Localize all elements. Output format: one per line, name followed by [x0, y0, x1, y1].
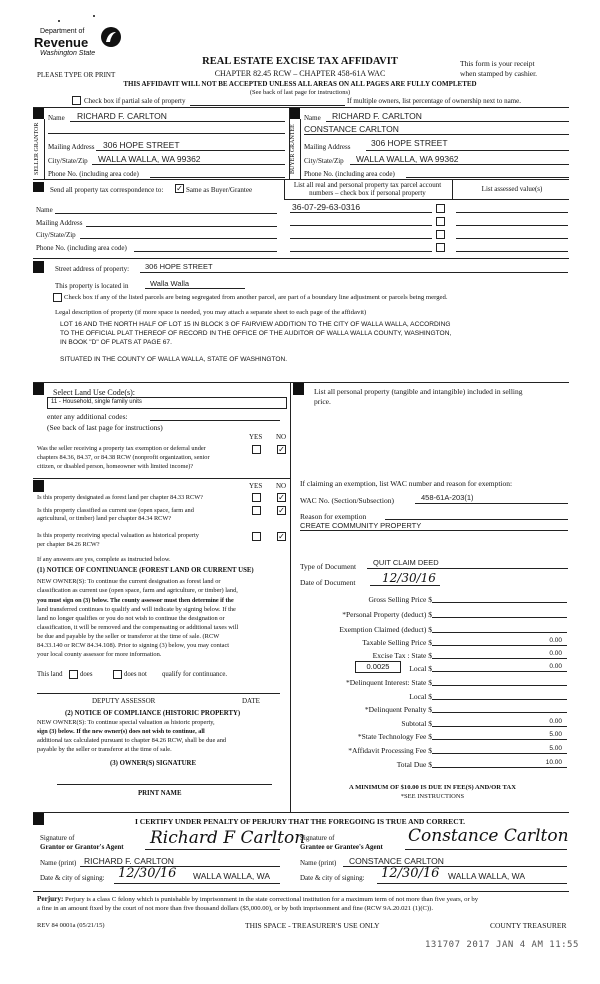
deputy-assessor-label: DEPUTY ASSESSOR — [92, 697, 156, 705]
logo-line2: Revenue — [34, 35, 89, 50]
personal-property-1: List all personal property (tangible and intangible) included in selling — [314, 387, 523, 396]
grantee-city[interactable]: WALLA WALLA, WA — [448, 871, 525, 881]
land-does-checkbox[interactable] — [69, 670, 78, 679]
notice1-l5: land no longer qualifies or you do not wish to continue the designation or — [37, 615, 225, 622]
parcel-1-checkbox[interactable] — [436, 204, 445, 213]
buyer-name-field[interactable]: RICHARD F. CARLTON — [332, 111, 422, 121]
personal-property-2: price. — [314, 397, 331, 406]
forest-q2-yes[interactable] — [252, 506, 261, 515]
grantor-city[interactable]: WALLA WALLA, WA — [193, 871, 270, 881]
land-does-not-checkbox[interactable] — [113, 670, 122, 679]
notice2-title: (2) NOTICE OF COMPLIANCE (HISTORIC PROPERTY) — [65, 710, 241, 717]
reason-label: Reason for exemption — [300, 512, 367, 521]
seller-phone-label: Phone No. (including area code) — [48, 170, 139, 178]
notice1-l6: classification, it will be removed and the compensating or additional taxes will — [37, 624, 239, 631]
notice1-title: (1) NOTICE OF CONTINUANCE (FOREST LAND OR CURRENT USE) — [37, 567, 254, 574]
corr-name-label: Name — [36, 206, 53, 214]
grantee-sig-label-2: Grantee or Grantee's Agent — [300, 843, 383, 851]
please-type: PLEASE TYPE OR PRINT — [37, 71, 116, 79]
notice2-l1: NEW OWNER(S): To continue special valuation as historic property, — [37, 719, 215, 726]
same-as-buyer-checkbox[interactable]: ✓ — [176, 184, 183, 193]
local-value[interactable]: 0.00 — [549, 663, 562, 670]
buyer-city-field[interactable]: WALLA WALLA, WA 99362 — [356, 154, 459, 164]
forest-q2-1: Is this property classified as current use (open space, farm and — [37, 507, 194, 514]
forest-q1: Is this property designated as forest land per chapter 84.33 RCW? — [37, 494, 203, 501]
parcels-header-2: numbers – check box if personal property — [309, 189, 426, 197]
taxable-value[interactable]: 0.00 — [549, 637, 562, 644]
subtotal-value[interactable]: 0.00 — [549, 718, 562, 725]
segregated-checkbox[interactable] — [53, 293, 62, 302]
buyer-city-label: City/State/Zip — [304, 157, 344, 165]
legal-line-4[interactable]: SITUATED IN THE COUNTY OF WALLA WALLA, STATE OF WASHINGTON. — [60, 356, 288, 363]
located-label: This property is located in — [55, 282, 129, 290]
forest-q2-no[interactable]: ✓ — [278, 506, 285, 515]
receipt-note-2: when stamped by cashier. — [460, 69, 538, 78]
form-subtitle: CHAPTER 82.45 RCW – CHAPTER 458-61A WAC — [214, 69, 386, 78]
perjury-line-2: a fine in an amount fixed by the court of not more than five thousand dollars ($5,000.00), or by both imprisonment and fine (RCW 9A.20.021 (1)(C)). — [37, 905, 433, 912]
buyer-name2-field[interactable]: CONSTANCE CARLTON — [304, 124, 399, 134]
notice2-l3: additional tax calculated pursuant to chapter 84.26 RCW, shall be due and — [37, 737, 227, 744]
see-back-instructions: (See back of last page for instructions) — [249, 89, 351, 96]
notice2-l4: payable by the seller or transferor at the time of sale. — [37, 746, 172, 753]
corr-phone-label: Phone No. (including area code) — [36, 244, 127, 252]
seller-name-label: Name — [48, 114, 65, 122]
subtotal-label: Subtotal $ — [401, 719, 432, 728]
doc-type-field[interactable]: QUIT CLAIM DEED — [373, 558, 439, 567]
delinq-int-label: *Delinquent Interest: State $ — [345, 678, 432, 687]
land-does-not-label: does not — [124, 671, 147, 678]
parcel-1-field[interactable]: 36-07-29-63-0316 — [292, 202, 361, 212]
wac-field[interactable]: 458-61A-203(1) — [421, 493, 474, 502]
delinq-local-label: Local $ — [409, 692, 432, 701]
logo-line3: Washington State — [40, 50, 96, 57]
total-due-value[interactable]: 10.00 — [545, 759, 562, 766]
dot-mark — [58, 20, 60, 22]
grantor-sig-label-1: Signature of — [40, 834, 75, 842]
section-marker-8 — [33, 813, 44, 825]
no-header-1: NO — [276, 433, 287, 441]
receipt-note-1: This form is your receipt — [460, 59, 535, 68]
buyer-address-field[interactable]: 306 HOPE STREET — [371, 138, 448, 148]
minimum-due-note: A MINIMUM OF $10.00 IS DUE IN FEE(S) AND/OR TAX — [349, 784, 516, 791]
total-due-label: Total Due $ — [396, 760, 432, 769]
treasurer-only: THIS SPACE - TREASURER'S USE ONLY — [245, 921, 380, 930]
perjury-line-1 — [37, 895, 572, 903]
forest-q3-yes[interactable] — [252, 532, 261, 541]
seller-city-label: City/State/Zip — [48, 157, 88, 165]
wac-label: WAC No. (Section/Subsection) — [300, 496, 394, 505]
street-label: Street address of property: — [55, 265, 130, 273]
form-warning: THIS AFFIDAVIT WILL NOT BE ACCEPTED UNLESS ALL AREAS ON ALL PAGES ARE FULLY COMPLETED — [123, 80, 477, 88]
forest-q3-2: per chapter 84.26 RCW? — [37, 541, 100, 548]
multiple-owners-note: If multiple owners, list percentage of ownership next to name. — [347, 97, 521, 105]
forest-q2-2: agricultural, or timber) land per chapter 84.34 RCW? — [37, 515, 172, 522]
owner-signature-label: (3) OWNER(S) SIGNATURE — [110, 760, 196, 767]
logo-line1: Department of — [40, 28, 85, 35]
treasurer-stamp: 131707 2017 JAN 4 AM 11:55 — [425, 940, 579, 950]
grantee-sig-label-1: Signature of — [300, 834, 335, 842]
parcel-4-checkbox[interactable] — [436, 243, 445, 252]
grantor-sig-label-2: Grantor or Grantor's Agent — [40, 843, 124, 851]
forest-q3-no[interactable]: ✓ — [278, 532, 285, 541]
grantor-name-field[interactable]: RICHARD F. CARLTON — [84, 856, 174, 866]
yes-header-2: YES — [249, 482, 263, 490]
notice1-l1: NEW OWNER(S): To continue the current designation as forest land or — [37, 578, 221, 585]
buyer-phone-label: Phone No. (including area code) — [304, 170, 395, 178]
tech-fee-label: *State Technology Fee $ — [357, 732, 432, 741]
gross-label: Gross Selling Price $ — [368, 595, 432, 604]
legal-line-2[interactable]: TO THE OFFICIAL PLAT THEREOF OF RECORD IN THE OFFICE OF THE AUDITOR OF WALLA WALLA COUNTY, WASHINGTON, — [60, 330, 452, 337]
land-use-select[interactable] — [47, 397, 287, 409]
section-marker-2 — [289, 108, 300, 119]
section-marker-1 — [33, 108, 44, 119]
street-field[interactable]: 306 HOPE STREET — [145, 262, 213, 271]
notice1-l9: your local county assessor for more information. — [37, 651, 162, 658]
exemption-label: If claiming an exemption, list WAC number and reason for exemption: — [300, 479, 513, 488]
tech-fee-value[interactable]: 5.00 — [549, 731, 562, 738]
affidavit-fee-value[interactable]: 5.00 — [549, 745, 562, 752]
land-use-label: Select Land Use Code(s): — [53, 388, 135, 397]
section-marker-3 — [33, 182, 44, 192]
reason-field[interactable]: CREATE COMMUNITY PROPERTY — [300, 521, 422, 530]
perjury-bold: Perjury: — [37, 895, 64, 903]
grantee-date-label: Date & city of signing: — [300, 874, 365, 882]
yes-header-1: YES — [249, 433, 263, 441]
forest-q3-1: Is this property receiving special valuation as historical property — [37, 532, 199, 539]
land-use-selected: 11 - Household, single family units — [51, 399, 142, 405]
assessed-header: List assessed value(s) — [481, 185, 543, 193]
seller-address-label: Mailing Address — [48, 143, 95, 151]
deputy-date-label: DATE — [242, 697, 260, 705]
partial-sale-checkbox[interactable] — [72, 96, 81, 105]
buyer-name-label: Name — [304, 114, 321, 122]
land-use-see-back: (See back of last page for instructions) — [47, 423, 163, 432]
notice1-l3: you must sign on (3) below. The county assessor must then determine if the — [37, 597, 234, 604]
q-exemption-3: citizen, or disabled person, homeowner with limited income)? — [37, 463, 194, 470]
parcel-3-checkbox[interactable] — [436, 230, 445, 239]
legal-line-3[interactable]: IN BOOK "D" OF PLATS AT PAGE 67. — [60, 339, 172, 346]
notice1-l2: classification as current use (open space, farm and agriculture, or timber) land, — [37, 587, 238, 594]
seller-name-field[interactable]: RICHARD F. CARLTON — [77, 111, 167, 121]
local-rate-box[interactable]: 0.0025 — [355, 661, 401, 673]
grantor-date[interactable]: 12/30/16 — [118, 866, 177, 881]
land-does-label: does — [80, 671, 93, 678]
exemption-claimed-label: Exemption Claimed (deduct) $ — [339, 625, 432, 634]
legal-label: Legal description of property (if more space is needed, you may attach a separate sheet to each page of the affidavit) — [55, 309, 367, 316]
logo — [34, 24, 129, 64]
corr-address-label: Mailing Address — [36, 219, 83, 227]
forest-q1-yes[interactable] — [252, 493, 261, 502]
segregated-label: Check box if any of the listed parcels are being segregated from another parcel, are part of a boundary line adjustment or parcels being merged. — [64, 294, 448, 301]
grantee-name-label: Name (print) — [300, 859, 337, 867]
parcel-2-checkbox[interactable] — [436, 217, 445, 226]
grantee-name-field[interactable]: CONSTANCE CARLTON — [349, 856, 444, 866]
q-exemption-2: chapters 84.36, 84.37, or 84.38 RCW (nonprofit organization, senior — [37, 454, 210, 461]
personal-label: *Personal Property (deduct) $ — [342, 610, 432, 619]
grantor-date-label: Date & city of signing: — [40, 874, 105, 882]
located-field[interactable]: Walla Walla — [150, 279, 190, 288]
notice2-l2: sign (3) below. If the new owner(s) does not wish to continue, all — [37, 728, 205, 735]
section-marker-7 — [33, 480, 44, 492]
buyer-address-label: Mailing Address — [304, 143, 351, 151]
doc-date-label: Date of Document — [300, 578, 356, 587]
county-treasurer: COUNTY TREASURER — [490, 921, 567, 930]
print-name-label: PRINT NAME — [138, 790, 182, 797]
dot-mark-2 — [93, 15, 95, 17]
affidavit-fee-label: *Affidavit Processing Fee $ — [348, 746, 432, 755]
seller-address-field[interactable]: 306 HOPE STREET — [103, 140, 180, 150]
notice1-l4: land transferred continues to qualify and will indicate by signing below. If the — [37, 606, 236, 613]
rev-number: REV 84 0001a (05/21/15) — [37, 922, 105, 929]
corr-city-label: City/State/Zip — [36, 231, 76, 239]
certify-statement: I CERTIFY UNDER PENALTY OF PERJURY THAT THE FOREGOING IS TRUE AND CORRECT. — [135, 817, 466, 826]
section-marker-6 — [293, 383, 304, 395]
doc-type-label: Type of Document — [300, 562, 357, 571]
if-yes-note: If any answers are yes, complete as instructed below. — [37, 556, 171, 563]
taxable-label: Taxable Selling Price $ — [362, 638, 432, 647]
correspondence-label: Send all property tax correspondence to: — [50, 186, 164, 194]
notice1-l8: 84.33.140 or RCW 84.34.108). Prior to signing (3) below, you may contact — [37, 642, 230, 649]
grantee-signature[interactable]: Constance Carlton — [408, 826, 569, 846]
parcels-header-1: List all real and personal property tax parcel account — [293, 181, 442, 189]
same-as-buyer-label: Same as Buyer/Grantee — [186, 186, 253, 194]
delinq-pen-label: *Delinquent Penalty $ — [364, 705, 432, 714]
see-instructions-note: *SEE INSTRUCTIONS — [400, 793, 465, 800]
perjury-text-1: Perjury is a class C felony which is punishable by imprisonment in the state correctional institution for a maximum term of not more than five years, or by — [63, 896, 479, 903]
notice1-l7: be due and payable by the seller or transferor at the time of sale. (RCW — [37, 633, 220, 640]
partial-sale-label: Check box if partial sale of property — [84, 97, 186, 105]
grantor-signature[interactable]: Richard F Carlton — [150, 828, 306, 848]
seller-side-label: SELLER GRANTOR — [34, 122, 40, 176]
q-exemption-1: Was the seller receiving a property tax exemption or deferral under — [37, 445, 206, 452]
section-marker-4 — [33, 261, 44, 273]
no-header-2: NO — [276, 482, 287, 490]
excise-state-label: Excise Tax : State $ — [372, 651, 432, 660]
exemption-no-checkbox[interactable]: ✓ — [278, 445, 285, 454]
legal-line-1[interactable]: LOT 16 AND THE NORTH HALF OF LOT 15 IN BLOCK 3 OF FAIRVIEW ADDITION TO THE CITY OF WALLA WALLA, ACCORDING — [60, 321, 451, 328]
seller-city-field[interactable]: WALLA WALLA, WA 99362 — [98, 154, 201, 164]
form-title: REAL ESTATE EXCISE TAX AFFIDAVIT — [202, 56, 398, 67]
grantee-date[interactable]: 12/30/16 — [381, 866, 440, 881]
local-label: Local $ — [409, 664, 432, 673]
doc-date-field[interactable]: 12/30/16 — [382, 571, 436, 585]
grantor-name-label: Name (print) — [40, 859, 77, 867]
section-marker-5 — [33, 383, 44, 395]
exemption-yes-checkbox[interactable] — [252, 445, 261, 454]
qualify-label: qualify for continuance. — [162, 671, 228, 678]
excise-state-value[interactable]: 0.00 — [549, 650, 562, 657]
forest-q1-no[interactable]: ✓ — [278, 493, 285, 502]
this-land-label: This land — [37, 671, 63, 678]
buyer-side-label: BUYER GRANTEE — [290, 124, 296, 174]
additional-codes-label: enter any additional codes: — [47, 412, 128, 421]
revenue-logo-icon — [100, 26, 122, 48]
